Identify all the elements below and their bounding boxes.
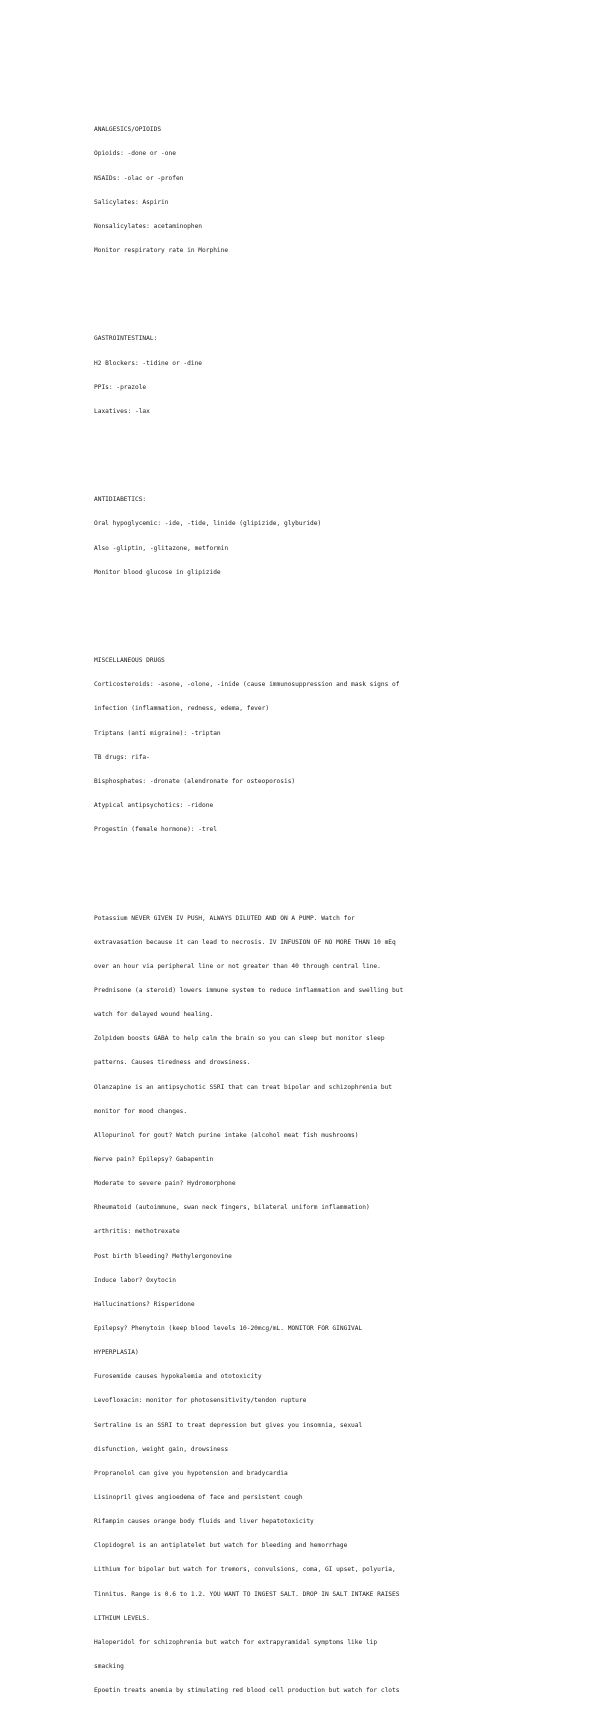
section-analgesics	[94, 110, 594, 271]
text-line: Bisphosphates: -dronate (alendronate for osteoporosis)	[94, 777, 296, 785]
text-line: H2 Blockers: -tidine or -dine	[94, 359, 203, 367]
note-line: LITHIUM LEVELS.	[94, 1614, 150, 1622]
note-line: monitor for mood changes.	[94, 1107, 188, 1115]
note-line: Induce labor? Oxytocin	[94, 1276, 176, 1284]
section-gastrointestinal	[94, 319, 594, 432]
note-line: Olanzapine is an antipsychotic SSRI that can treat bipolar and schizophrenia but	[94, 1083, 393, 1091]
section-heading: ANALGESICS/OPIOIDS	[94, 126, 162, 134]
note-line: smacking	[94, 1663, 124, 1670]
note-line: patterns. Causes tiredness and drowsiness.	[94, 1059, 251, 1067]
note-line: over an hour via peripheral line or not greater than 40 through central line.	[94, 962, 381, 970]
note-line: Potassium NEVER GIVEN IV PUSH, ALWAYS DILUTED AND ON A PUMP. Watch for	[94, 914, 355, 922]
note-line: Levofloxacin: monitor for photosensitivity/tendon rupture	[94, 1397, 307, 1405]
note-line: disfunction, weight gain, drowsiness	[94, 1445, 229, 1453]
note-line: Allopurinol for gout? Watch purine intake (alcohol meat fish mushrooms)	[94, 1131, 359, 1139]
note-line: extravasation because it can lead to necrosis. IV INFUSION OF NO MORE THAN 10 mEq	[94, 938, 396, 946]
text-line: Oral hypoglycemic: -ide, -tide, linide (glipizide, glyburide)	[94, 520, 322, 528]
section-antidiabetics	[94, 480, 594, 593]
text-line: NSAIDs: -olac or -profen	[94, 174, 184, 182]
note-line: Haloperidol for schizophrenia but watch for extrapyramidal symptoms like lip	[94, 1638, 378, 1646]
section-heading: GASTROINTESTINAL:	[94, 335, 158, 343]
note-line: Lithium for bipolar but watch for tremors, convulsions, coma, GI upset, polyuria,	[94, 1566, 396, 1574]
note-line: watch for delayed wound healing.	[94, 1011, 214, 1019]
text-line: TB drugs: rifa-	[94, 753, 150, 761]
notes-block	[94, 899, 594, 1712]
section-gap	[94, 448, 594, 456]
note-line: Epilepsy? Phenytoin (keep blood levels 10-20mcg/mL. MONITOR FOR GINGIVAL	[94, 1325, 363, 1333]
note-line: Zolpidem boosts GABA to help calm the brain so you can sleep but monitor sleep	[94, 1035, 385, 1043]
text-line: Triptans (anti migraine): -triptan	[94, 729, 221, 737]
note-line: Sertraline is an SSRI to treat depression but gives you insomnia, sexual	[94, 1421, 363, 1429]
note-line: Lisinopril gives angioedema of face and persistent cough	[94, 1494, 303, 1502]
text-line: PPIs: -prazole	[94, 383, 147, 391]
document-content	[94, 86, 594, 1732]
text-line: Progestin (female hormone): -trel	[94, 826, 217, 834]
text-line: Also -gliptin, -glitazone, metformin	[94, 544, 229, 552]
note-line: Rheumatoid (autoimmune, swan neck fingers, bilateral uniform inflammation)	[94, 1204, 370, 1212]
section-gap	[94, 866, 594, 874]
note-line: Epoetin treats anemia by stimulating red blood cell production but watch for clots	[94, 1687, 400, 1695]
note-line: Rifampin causes orange body fluids and liver hepatotoxicity	[94, 1518, 314, 1526]
text-line: infection (inflammation, redness, edema, fever)	[94, 705, 270, 713]
text-line: Corticosteroids: -asone, -olone, -inide (cause immunosuppression and mask signs of	[94, 681, 400, 689]
text-line: Monitor respiratory rate in Morphine	[94, 246, 229, 254]
section-miscellaneous	[94, 641, 594, 850]
note-line: Prednisone (a steroid) lowers immune system to reduce inflammation and swelling but	[94, 987, 404, 995]
note-line: Tinnitus. Range is 0.6 to 1.2. YOU WANT TO INGEST SALT. DROP IN SALT INTAKE RAISES	[94, 1590, 400, 1598]
section-gap	[94, 287, 594, 295]
note-line: Hallucinations? Risperidone	[94, 1300, 195, 1308]
note-line: arthritis: methotrexate	[94, 1228, 180, 1236]
text-line: Salicylates: Aspirin	[94, 198, 169, 206]
section-gap	[94, 609, 594, 617]
note-line: Nerve pain? Epilepsy? Gabapentin	[94, 1156, 214, 1164]
note-line: Furosemide causes hypokalemia and ototoxicity	[94, 1373, 262, 1381]
text-line: Atypical antipsychotics: -ridone	[94, 802, 214, 810]
note-line: Clopidogrel is an antiplatelet but watch for bleeding and hemorrhage	[94, 1542, 348, 1550]
section-heading: MISCELLANEOUS DRUGS	[94, 657, 165, 665]
note-line: HYPERPLASIA)	[94, 1349, 139, 1357]
text-line: Opioids: -done or -one	[94, 150, 176, 158]
text-line: Nonsalicylates: acetaminophen	[94, 222, 203, 230]
section-heading: ANTIDIABETICS:	[94, 496, 147, 504]
note-line: Propranolol can give you hypotension and bradycardia	[94, 1469, 288, 1477]
note-line: Moderate to severe pain? Hydromorphone	[94, 1180, 236, 1188]
text-line: Laxatives: -lax	[94, 407, 150, 415]
text-line: Monitor blood glucose in glipizide	[94, 568, 221, 576]
note-line: Post birth bleeding? Methylergonovine	[94, 1252, 232, 1260]
